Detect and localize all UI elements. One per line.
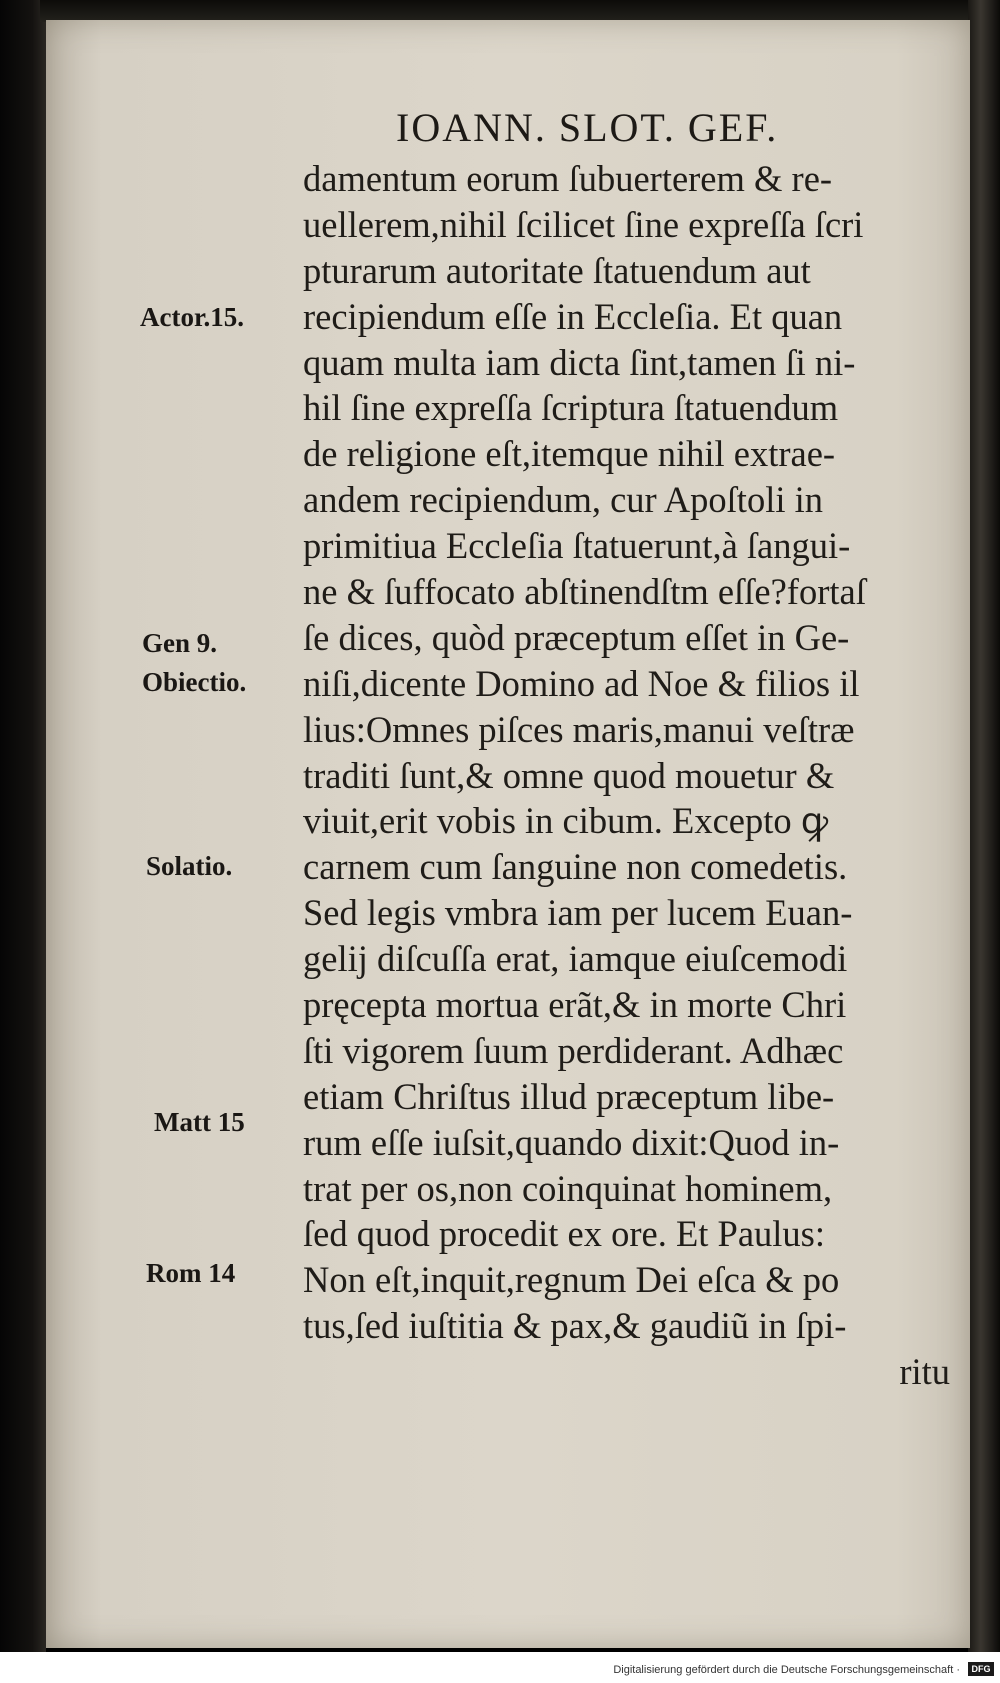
catchword: ritu [899,1351,950,1393]
text-line: Sed legis vmbra iam per lucem Euan- [303,892,853,934]
text-line: ne & ſuffocato abſtinendſtm eſſe?fortaſ [303,571,866,613]
text-line: pręcepta mortua erãt,& in morte Chri [303,984,847,1026]
page-right-edge [968,0,1000,1652]
text-line: hil ſine expreſſa ſcriptura ſtatuendum [303,387,839,429]
text-line: recipiendum eſſe in Eccleſia. Et quan [303,295,843,337]
text-line: niſi,dicente Domino ad Noe & filios il [303,662,860,704]
book-spine [0,0,46,1683]
text-line: Non eſt,inquit,regnum Dei eſca & po [303,1259,840,1301]
margin-note-matt: Matt 15 [154,1107,245,1137]
text-line: ſti vigorem ſuum perdiderant. Adhæc [303,1029,844,1071]
text-line: ſed quod procedit ex ore. Et Paulus: [303,1213,826,1255]
page-top-edge [40,0,970,22]
text-line: carnem cum ſanguine non comedetis. [303,846,848,888]
margin-note-solatio: Solatio. [146,851,233,881]
text-line: tus,ſed iuſtitia & pax,& gaudiũ in ſpi- [303,1305,847,1347]
text-line: ſe dices, quòd præceptum eſſet in Ge- [303,616,850,658]
text-line: lius:Omnes piſces maris,manui veſtræ [303,708,855,750]
margin-note-rom: Rom 14 [146,1258,236,1288]
margin-note-actor: Actor.15. [140,302,244,332]
margin-note-gen: Gen 9. [142,628,218,658]
text-line: damentum eorum ſubuerterem & re- [303,158,833,199]
text-line: uellerem,nihil ſcilicet ſine expreſſa ſcri [303,203,864,245]
text-line: etiam Chriſtus illud præceptum libe- [303,1075,835,1117]
running-title: IOANN. SLOT. GEF. [396,105,779,150]
body-text [303,156,958,1395]
text-line: andem recipiendum, cur Apoſtoli in [303,479,824,521]
dfg-logo: DFG [968,1662,994,1676]
margin-note-obiectio: Obiectio. [142,667,247,697]
text-line: pturarum autoritate ſtatuendum aut [303,249,811,291]
text-line: quam multa iam dicta ſint,tamen ſi ni- [303,341,856,383]
text-line: gelij diſcuſſa erat, iamque eiuſcemodi [303,938,848,980]
text-line: primitiua Eccleſia ſtatuerunt,à ſangui- [303,525,851,567]
text-line: trat per os,non coinquinat hominem, [303,1167,833,1209]
text-line: traditi ſunt,& omne quod mouetur & [303,754,835,796]
text-line: viuit,erit vobis in cibum. Excepto ꝙ [303,800,829,842]
text-line: de religione eſt,itemque nihil extrae- [303,433,836,475]
text-line: rum eſſe iuſsit,quando dixit:Quod in- [303,1121,840,1163]
digitization-credit: Digitalisierung gefördert durch die Deutsche Forschungsgemeinschaft · [613,1664,960,1676]
